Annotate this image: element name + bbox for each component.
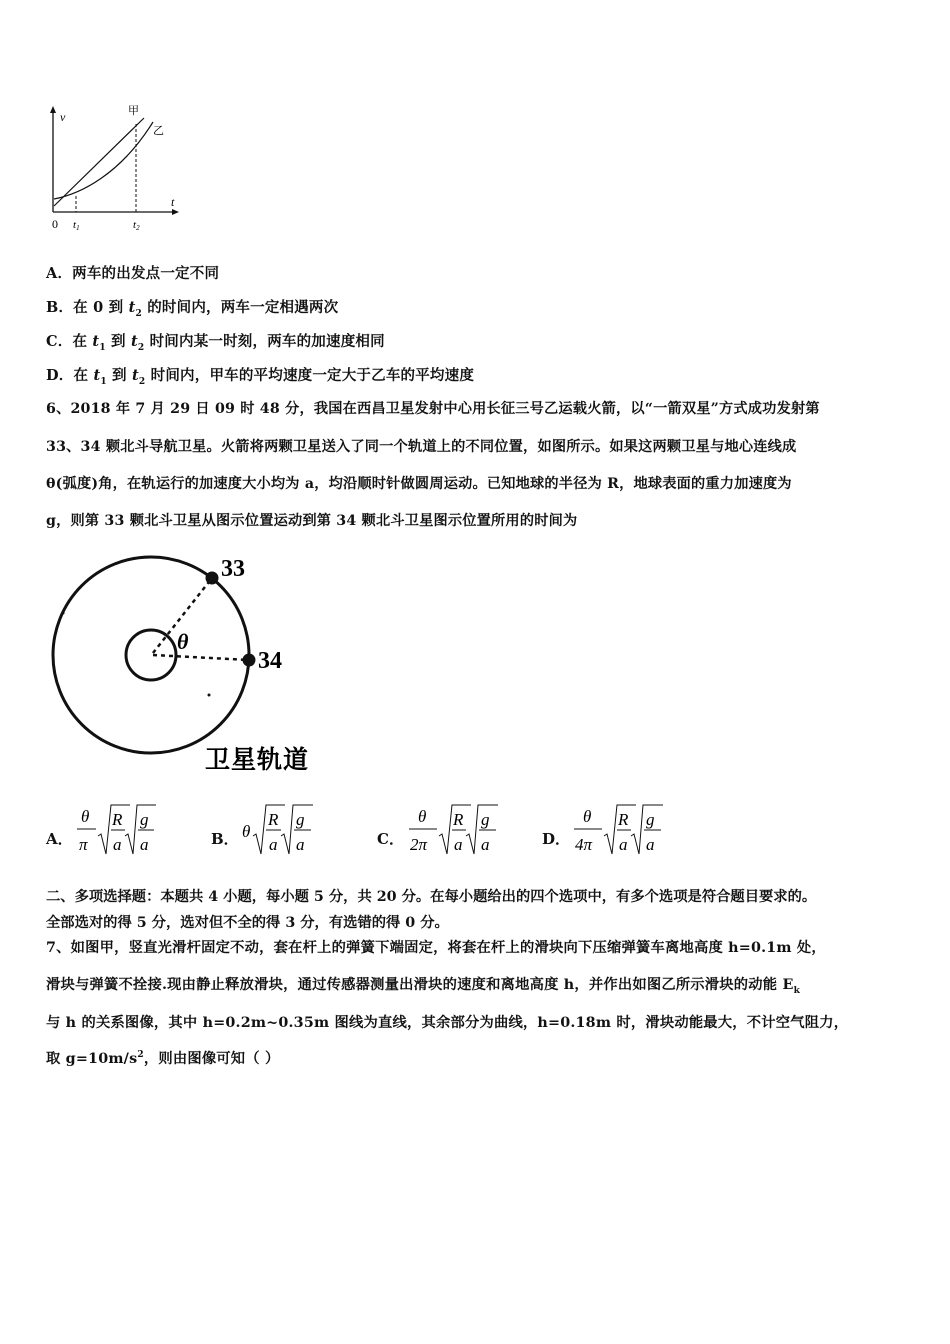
orbit-circle [53, 557, 249, 753]
svg-text:R: R [112, 810, 123, 829]
line-jia [54, 118, 144, 206]
stray-dot [62, 612, 65, 615]
svg-text:a: a [619, 835, 628, 854]
t-label: t [171, 195, 175, 209]
line-to-34 [153, 655, 249, 660]
orbit-figure [45, 545, 345, 785]
q6-formula-a [74, 800, 164, 860]
q6-option-b-label: B． [211, 830, 239, 848]
q5-option-b: B．在 0 到 $t_2$ 的时间内，两车一定相遇两次 [46, 299, 339, 319]
q7-line-2: 滑块与弹簧不拴接.现由静止释放滑块，通过传感器测量出滑块的速度和离地高度 h，并作出如图乙所示滑块的动能 $E_k$ [46, 977, 801, 996]
q6-option-d-label: D． [542, 830, 571, 848]
frac-den: 2π [410, 835, 428, 854]
t1-label: t1 [73, 219, 80, 232]
v-label: v [60, 110, 66, 124]
frac-num: θ [418, 807, 427, 826]
svg-text:g: g [140, 810, 149, 829]
svg-text:a: a [140, 835, 149, 854]
q5-option-a: A．两车的出发点一定不同 [46, 265, 220, 282]
svg-text:a: a [646, 835, 655, 854]
theta: θ [242, 822, 251, 841]
svg-text:a: a [113, 835, 122, 854]
section2-line-2: 全部选对的得 5 分，选对但不全的得 3 分，有选错的得 0 分。 [46, 915, 449, 931]
q6-formula-c [406, 800, 506, 860]
svg-text:R: R [618, 810, 629, 829]
frac-num: θ [583, 807, 592, 826]
satellite-34 [243, 654, 256, 667]
q5-option-c: C．在 $t_1$ 到 $t_2$ 时间内某一时刻，两车的加速度相同 [46, 333, 385, 353]
vt-graph [40, 100, 190, 240]
t-axis-arrow [172, 209, 179, 215]
frac-num: θ [81, 807, 90, 826]
curve-yi [54, 122, 153, 199]
q6-line-4: g，则第 33 颗北斗卫星从图示位置运动到第 34 颗北斗卫星图示位置所用的时间为 [46, 513, 578, 529]
satellite-33 [206, 572, 219, 585]
frac-den: π [79, 835, 88, 854]
sat-34-label: 34 [258, 648, 282, 674]
sat-33-label: 33 [221, 556, 245, 582]
q6-option-c-label: C． [377, 830, 404, 848]
q5-option-d: D．在 $t_1$ 到 $t_2$ 时间内，甲车的平均速度一定大于乙车的平均速度 [46, 367, 475, 387]
svg-text:R: R [453, 810, 464, 829]
stray-dot-2 [208, 694, 211, 697]
svg-text:a: a [454, 835, 463, 854]
q6-line-2: 33、34 颗北斗导航卫星。火箭将两颗卫星送入了同一个轨道上的不同位置，如图所示。如果这两颗卫星与地心连线成 [46, 439, 797, 455]
origin-label: 0 [52, 217, 58, 231]
section2-line-1: 二、多项选择题：本题共 4 小题，每小题 5 分，共 20 分。在每小题给出的四个选项中，有多个选项是符合题目要求的。 [46, 889, 817, 905]
v-axis-arrow [50, 106, 56, 113]
svg-text:g: g [481, 810, 490, 829]
svg-text:a: a [296, 835, 305, 854]
svg-text:g: g [646, 810, 655, 829]
q7-line-3: 与 h 的关系图像，其中 h=0.2m~0.35m 图线为直线，其余部分为曲线，h=0.18m 时，滑块动能最大，不计空气阻力， [46, 1015, 849, 1031]
svg-text:a: a [269, 835, 278, 854]
frac-den: 4π [575, 835, 593, 854]
t2-label: t2 [133, 219, 140, 232]
orbit-caption: 卫星轨道 [205, 747, 310, 774]
svg-text:a: a [481, 835, 490, 854]
q6-option-a-label: A． [46, 830, 73, 848]
q6-formula-b [240, 800, 330, 860]
q6-line-3: θ(弧度)角，在轨运行的加速度大小均为 a，均沿顺时针做圆周运动。已知地球的半径为 R，地球表面的重力加速度为 [46, 476, 792, 492]
earth-circle [126, 630, 176, 680]
svg-text:R: R [268, 810, 279, 829]
yi-label: 乙 [153, 125, 164, 137]
jia-label: 甲 [128, 105, 139, 117]
q6-line-1: 6、2018 年 7 月 29 日 09 时 48 分，我国在西昌卫星发射中心用长征三号乙运载火箭，以“一箭双星”方式成功发射第 [46, 401, 820, 417]
q6-formula-d [571, 800, 671, 860]
theta-label: θ [177, 629, 189, 654]
q7-line-4: 取 $g=10m/s^2$，则由图像可知（ ） [46, 1050, 280, 1067]
q7-line-1: 7、如图甲，竖直光滑杆固定不动，套在杆上的弹簧下端固定，将套在杆上的滑块向下压缩弹簧车离地高度 h=0.1m 处， [46, 940, 826, 956]
svg-text:g: g [296, 810, 305, 829]
